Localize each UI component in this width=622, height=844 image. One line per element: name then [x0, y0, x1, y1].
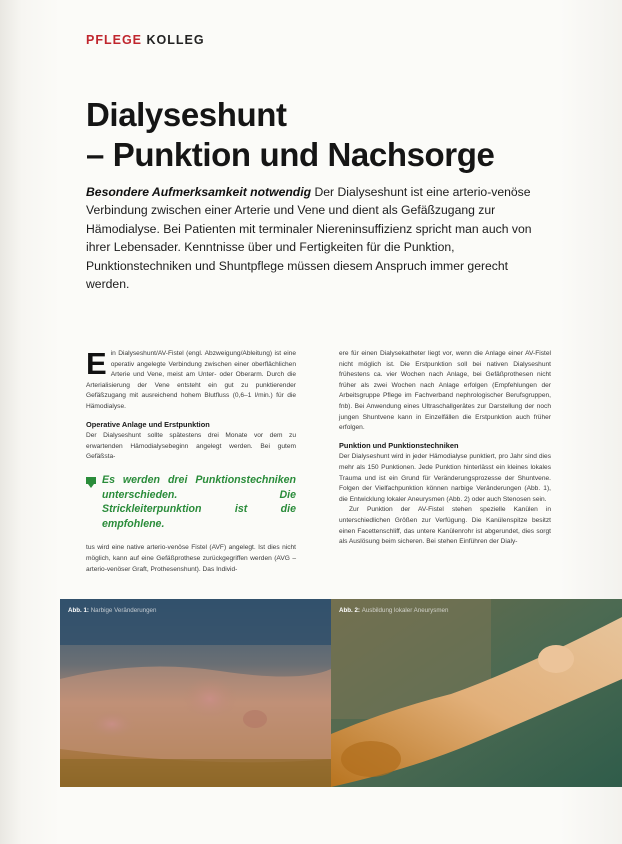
figure-2-photo [331, 599, 622, 787]
section-label-brand: PFLEGE [86, 33, 143, 47]
pull-quote-text: Es werden drei Punktionstechniken unterschieden. Die Strickleiterpunktion ist die empfohlene. [102, 473, 296, 530]
body-column-right [339, 349, 551, 548]
intro-paragraph: in Dialyseshunt/AV-Fistel (engl. Abzweigung/Ableitung) ist eine operativ angelegte Verbindung zwischen einer oberflächlichen Arterie und Vene, meist am Unter- oder Oberarm. Durch die Arterialisierung der Vene entsteht ein gut zu punktierender Gefäßzugang mit ausreichend hohem Blutfluss (0,6–1 l/min.) für die Hämodialyse. [86, 350, 296, 410]
subhead-punktionstechniken: Punktion und Punktionstechniken [339, 440, 459, 450]
figure-2-label: Abb. 2: [339, 607, 360, 614]
lead-text: Der Dialyseshunt ist eine arterio-venöse Verbindung zwischen einer Arterie und Vene und dient als Gefäßzugang zur Hämodialyse. Bei Patienten mit terminaler Niereninsuffizienz spricht man auch von ihrer Lebensader. Kenntnisse über und Fertigkeiten für die Punktion, Punktionstechniken und Shuntpflege müssen diesem Anspruch immer gerecht werden. [86, 185, 532, 292]
figure-2-caption [339, 607, 448, 614]
article-title-line1: Dialyseshunt [86, 96, 287, 133]
lead-paragraph [86, 183, 546, 293]
figure-1-photo [60, 599, 331, 787]
figure-1-caption-text: Narbige Veränderungen [90, 607, 157, 614]
paragraph-gefaessstatus: tus wird eine native arterio-venöse Fistel (AVF) angelegt. Ist dies nicht möglich, kann auf eine Gefäßprothese zurückgegriffen werden (AVG – arterio-venöser Graft, Prothesenshunt). Das Individ- [86, 544, 296, 573]
subhead-operative-anlage: Operative Anlage und Erstpunktion [86, 419, 210, 429]
paragraph-kanuelen: Zur Punktion der AV-Fistel stehen spezielle Kanülen in unterschiedlichen Größen zur Verfügung. Die Kanülenspitze besitzt einen Facettenschliff, das untere Kanülenrohr ist abgerundet, dies sorgt als Auslösung beim sicheren. Bei stehen Einführen der Dialy- [339, 506, 551, 546]
section-label-name: KOLLEG [146, 33, 205, 47]
body-column-left [86, 346, 296, 575]
quote-marker-icon [86, 477, 96, 484]
drop-cap: E [86, 346, 107, 381]
section-label [86, 33, 205, 47]
figure-1-label: Abb. 1: [68, 607, 89, 614]
article-title [86, 95, 494, 175]
lead-emphasis: Besondere Aufmerksamkeit notwendig [86, 185, 312, 199]
article-title-line2: – Punktion und Nachsorge [86, 136, 495, 173]
paragraph-punktion: Der Dialyseshunt wird in jeder Hämodialyse punktiert, pro Jahr sind dies mehr als 150 Punktionen. Jede Punktion hinterlässt ein kleines lokales Trauma und ist ein Grund für Veränderungsprozesse der Shuntvene. Folgen der Vielfachpunktion können narbige Veränderungen (Abb. 1), die Entwicklung lokaler Aneurysmen (Abb. 2) oder auch Stenosen sein. [339, 453, 551, 503]
pull-quote [86, 473, 296, 531]
figure-1-caption [68, 607, 156, 614]
paragraph-operative-anlage: Der Dialyseshunt sollte spätestens drei Monate vor dem zu erwartenden Hämodialysebeginn angelegt werden. Bei gutem Gefäßsta- [86, 432, 296, 461]
figure-2-caption-text: Ausbildung lokaler Aneurysmen [361, 607, 449, 614]
paragraph-erstpunktion: ere für einen Dialysekatheter liegt vor, wenn die Anlage einer AV-Fistel nicht möglich ist. Die Erstpunktion soll bei nativen Dialyseshunt frühestens ca. vier Wochen nach Anlage, bei Gefäßprothesen nicht früher als zwei Wochen nach Anlage erfolgen (Empfehlungen der Arbeitsgruppe Pflege im Fachverband nephrologischer Berufsgruppen, fnb). Bei Anwendung eines Ultraschallgerätes zur Darstellung der noch jungen Shuntvene kann in Einzelfällen die Erstpunktion auch früher erfolgen. [339, 350, 551, 432]
figure-2-image [331, 599, 622, 787]
figure-1-image [60, 599, 331, 787]
